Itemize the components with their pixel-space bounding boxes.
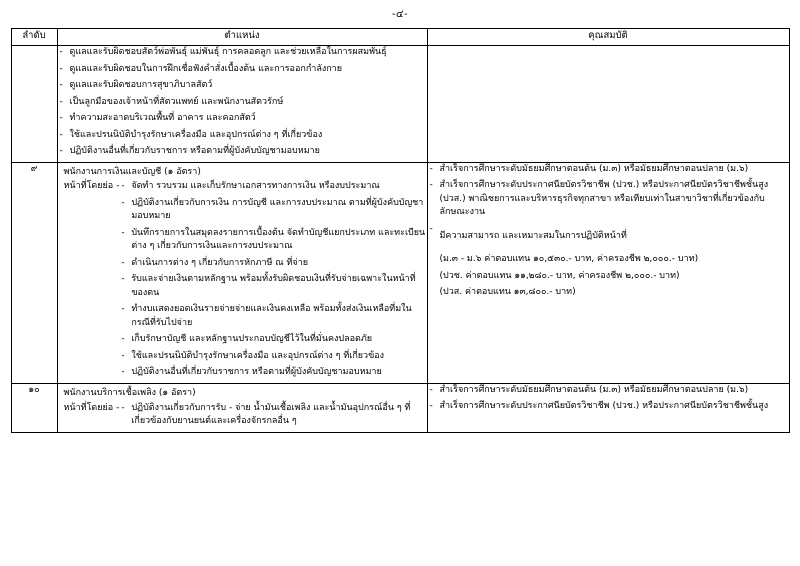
pay-notes bbox=[428, 246, 789, 300]
table-row bbox=[11, 46, 789, 163]
qualification-list bbox=[428, 384, 789, 414]
row-qualifications bbox=[427, 383, 789, 432]
list-item: - ปฏิบัติงานอื่นที่เกี่ยวกับราชการ หรือตามที่ผู้บังคับบัญชามอบหมาย bbox=[58, 145, 427, 159]
duty-list bbox=[119, 180, 426, 383]
list-item: - ดูแลและรับผิดชอบสัตว์พ่อพันธุ์ แม่พันธุ์ การคลอดลูก และช่วยเหลือในการผสมพันธุ์ bbox=[58, 46, 427, 60]
row-number: ๙ bbox=[11, 162, 57, 383]
row-qualifications bbox=[427, 46, 789, 163]
list-item: - เก็บรักษาบัญชี และหลักฐานประกอบบัญชีไว้ในที่มั่นคงปลอดภัย bbox=[119, 333, 426, 347]
announcement-table bbox=[11, 28, 790, 433]
row-position bbox=[57, 383, 427, 432]
duty-list bbox=[58, 46, 427, 159]
pay-note: (ปวส. ค่าตอบแทน ๑๓,๘๐๐.- บาท) bbox=[439, 287, 576, 297]
list-item: - ปฏิบัติงานอื่นที่เกี่ยวกับราชการ หรือตามที่ผู้บังคับบัญชามอบหมาย bbox=[119, 366, 426, 380]
qualification-list bbox=[428, 163, 789, 244]
list-item: - ปฏิบัติงานเกี่ยวกับการเงิน การบัญชี และการงบประมาณ ตามที่ผู้บังคับบัญชามอบหมาย bbox=[119, 197, 426, 224]
row-number bbox=[11, 46, 57, 163]
column-header-no: ลำดับ bbox=[11, 29, 57, 46]
table-row bbox=[11, 383, 789, 432]
duty-list bbox=[119, 402, 426, 432]
list-item: - จัดทำ รวบรวม และเก็บรักษาเอกสารทางการเงิน หรืองบประมาณ bbox=[119, 180, 426, 194]
list-item: - บันทึกรายการในสมุดลงรายการเบื้องต้น จัดทำบัญชีแยกประเภท และทะเบียนต่าง ๆ เกี่ยวกับการเงินและการงบประมาณ bbox=[119, 227, 426, 254]
page-number: -๔- bbox=[391, 9, 409, 20]
list-item: - สำเร็จการศึกษาระดับมัธยมศึกษาตอนต้น (ม.๓) หรือมัธยมศึกษาตอนปลาย (ม.๖) bbox=[428, 384, 789, 398]
duty-label: หน้าที่โดยย่อ - bbox=[63, 402, 120, 413]
row-number: ๑๐ bbox=[11, 383, 57, 432]
row-position bbox=[57, 162, 427, 383]
column-header-qualifications: คุณสมบัติ bbox=[427, 29, 789, 46]
list-item: - ทำความสะอาดบริเวณพื้นที่ อาคาร และคอกสัตว์ bbox=[58, 112, 427, 126]
list-item: - ดำเนินการต่าง ๆ เกี่ยวกับการหักภาษี ณ ที่จ่าย bbox=[119, 257, 426, 271]
list-item: - ดูแลและรับผิดชอบในการฝึกเชื่อฟังคำสั่งเบื้องต้น และการออกกำลังกาย bbox=[58, 63, 427, 77]
list-item: - สำเร็จการศึกษาระดับมัธยมศึกษาตอนต้น (ม.๓) หรือมัธยมศึกษาตอนปลาย (ม.๖) bbox=[428, 163, 789, 177]
row-qualifications bbox=[427, 162, 789, 383]
list-item: - มีความสามารถ และเหมาะสมในการปฏิบัติหน้าที่ bbox=[428, 223, 789, 244]
table-row bbox=[11, 162, 789, 383]
row-position bbox=[57, 46, 427, 163]
list-item: - สำเร็จการศึกษาระดับประกาศนียบัตรวิชาชีพ (ปวช.) หรือประกาศนียบัตรวิชาชีพชั้นสูง bbox=[428, 400, 789, 414]
list-item: - ใช้และปรนนิบัติบำรุงรักษาเครื่องมือ และอุปกรณ์ต่าง ๆ ที่เกี่ยวข้อง bbox=[119, 350, 426, 364]
duty-label: หน้าที่โดยย่อ - bbox=[63, 181, 120, 192]
list-item: - ปฏิบัติงานเกี่ยวกับการรับ - จ่าย น้ำมันเชื้อเพลิง และน้ำมันอุปกรณ์อื่น ๆ ที่เกี่ยวข้องกับยานยนต์และเครื่องจักรกลอื่น ๆ bbox=[119, 402, 426, 429]
position-title: พนักงานบริการเชื้อเพลิง (๑ อัตรา) bbox=[63, 387, 196, 398]
table-header-row bbox=[11, 29, 789, 46]
pay-note: (ม.๓ - ม.๖ ค่าตอบแทน ๑๐,๕๓๐.- บาท, ค่าครองชีพ ๒,๐๐๐.- บาท) bbox=[439, 254, 699, 264]
list-item: - ใช้และปรนนิบัติบำรุงรักษาเครื่องมือ และอุปกรณ์ต่าง ๆ ที่เกี่ยวข้อง bbox=[58, 129, 427, 143]
list-item: - เป็นลูกมือของเจ้าหน้าที่สัตวแพทย์ และพนักงานสัตวรักษ์ bbox=[58, 96, 427, 110]
position-title: พนักงานการเงินและบัญชี (๑ อัตรา) bbox=[63, 166, 201, 177]
list-item: - สำเร็จการศึกษาระดับประกาศนียบัตรวิชาชีพ (ปวช.) หรือประกาศนียบัตรวิชาชีพชั้นสูง (ปวส.) พาณิชยการและบริหารธุรกิจทุกสาขา หรือเทียบเท่าในสาขาวิชาที่เกี่ยวข้องกับลักษณะงาน bbox=[428, 179, 789, 220]
list-item: - รับและจ่ายเงินตามหลักฐาน พร้อมทั้งรับผิดชอบเงินที่รับจ่ายเฉพาะในหน้าที่ของตน bbox=[119, 273, 426, 300]
column-header-position: ตำแหน่ง bbox=[57, 29, 427, 46]
list-item: - ดูแลและรับผิดชอบการสุขาภิบาลสัตว์ bbox=[58, 79, 427, 93]
pay-note: (ปวช. ค่าตอบแทน ๑๑,๒๘๐.- บาท, ค่าครองชีพ ๒,๐๐๐.- บาท) bbox=[439, 270, 680, 281]
list-item: - ทำงบแสดงยอดเงินรายจ่ายจ่ายและเงินคงเหลือ พร้อมทั้งส่งเงินเหลือที่มในกรณีที่รับไปจ่าย bbox=[119, 303, 426, 330]
